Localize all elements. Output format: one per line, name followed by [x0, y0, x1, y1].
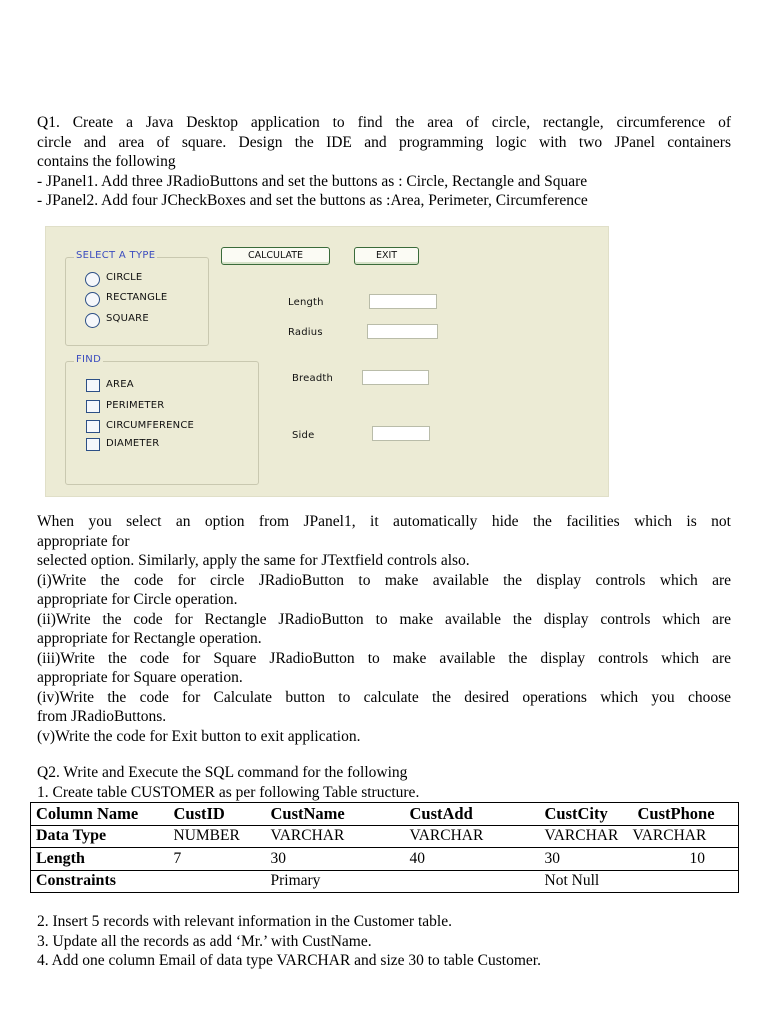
q2-step-2: 2. Insert 5 records with relevant information in the Customer table.	[37, 913, 452, 930]
q1-bullet-jpanel2: - JPanel2. Add four JCheckBoxes and set the buttons as :Area, Perimeter, Circumference	[37, 192, 588, 209]
q1-paragraph	[37, 113, 731, 211]
breadth-input[interactable]	[362, 370, 429, 385]
desc-line: from JRadioButtons.	[37, 708, 167, 725]
area-checkbox[interactable]	[86, 379, 100, 392]
table-header-row	[31, 803, 739, 826]
table-cell: VARCHAR	[266, 825, 405, 848]
exit-button[interactable]: EXIT	[354, 247, 419, 265]
square-radio[interactable]	[85, 313, 100, 328]
square-radio-label: SQUARE	[106, 313, 149, 324]
table-row	[31, 825, 739, 848]
q2-steps	[37, 912, 731, 971]
circumference-checkbox[interactable]	[86, 420, 100, 433]
find-title: FIND	[76, 354, 102, 365]
table-header-cell: CustPhone	[633, 803, 739, 826]
q1-line: contains the following	[37, 153, 176, 170]
q2-title: Q2. Write and Execute the SQL command for the following	[37, 764, 408, 781]
table-cell: Not Null	[540, 870, 633, 893]
table-cell: 30	[540, 848, 633, 871]
rectangle-radio-label: RECTANGLE	[106, 292, 168, 303]
table-cell: 30	[266, 848, 405, 871]
table-cell	[169, 870, 266, 893]
table-row	[31, 848, 739, 871]
q2-step-4: 4. Add one column Email of data type VARCHAR and size 30 to table Customer.	[37, 952, 541, 969]
perimeter-checkbox[interactable]	[86, 400, 100, 413]
table-header-cell: CustAdd	[405, 803, 540, 826]
length-input[interactable]	[369, 294, 437, 309]
q2-step-3: 3. Update all the records as add ‘Mr.’ with CustName.	[37, 932, 372, 950]
perimeter-checkbox-label: PERIMETER	[106, 400, 165, 411]
side-label: Side	[292, 430, 315, 441]
table-cell: Primary	[266, 870, 405, 893]
desc-line: When you select an option from JPanel1, it automatically hide the facilities which is not	[37, 513, 731, 530]
q1-bullet-jpanel1: - JPanel1. Add three JRadioButtons and set the buttons as : Circle, Rectangle and Square	[37, 172, 588, 190]
desc-line: appropriate for	[37, 532, 130, 550]
diameter-checkbox[interactable]	[86, 438, 100, 451]
desc-line: (i)Write the code for circle JRadioButton to make available the display controls which are	[37, 571, 731, 589]
table-header-cell: CustCity	[540, 803, 633, 826]
desc-line: (iii)Write the code for Square JRadioButton to make available the display controls which are	[37, 649, 731, 667]
circle-radio[interactable]	[85, 272, 100, 287]
calculate-button[interactable]: CALCULATE	[221, 247, 330, 265]
table-cell: 7	[169, 848, 266, 871]
table-cell: Constraints	[31, 870, 169, 893]
table-cell: VARCHAR	[540, 825, 633, 848]
q2-step-1: 1. Create table CUSTOMER as per following Table structure.	[37, 783, 420, 801]
gui-screenshot	[45, 226, 609, 497]
q1-line: Q1. Create a Java Desktop application to find the area of circle, rectangle, circumference of	[37, 114, 731, 131]
table-cell: 10	[633, 848, 739, 871]
table-cell: NUMBER	[169, 825, 266, 848]
breadth-label: Breadth	[292, 373, 334, 384]
table-cell: VARCHAR	[405, 825, 540, 848]
table-header-cell: CustName	[266, 803, 405, 826]
diameter-checkbox-label: DIAMETER	[106, 438, 160, 449]
table-header-cell: Column Name	[31, 803, 169, 826]
table-cell: Length	[31, 848, 169, 871]
desc-line: appropriate for Square operation.	[37, 669, 243, 686]
area-checkbox-label: AREA	[106, 379, 134, 390]
length-label: Length	[288, 297, 324, 308]
radius-input[interactable]	[367, 324, 438, 339]
table-header-cell: CustID	[169, 803, 266, 826]
desc-line: appropriate for Rectangle operation.	[37, 630, 262, 647]
rectangle-radio[interactable]	[85, 292, 100, 307]
desc-line: selected option. Similarly, apply the same for JTextfield controls also.	[37, 552, 470, 569]
q1-line: circle and area of square. Design the IDE and programming logic with two JPanel containers	[37, 133, 731, 151]
table-cell: Data Type	[31, 825, 169, 848]
table-cell: 40	[405, 848, 540, 871]
table-row	[31, 870, 739, 893]
desc-line: (v)Write the code for Exit button to exit application.	[37, 727, 361, 745]
table-cell	[633, 870, 739, 893]
side-input[interactable]	[372, 426, 430, 441]
desc-line: appropriate for Circle operation.	[37, 591, 238, 608]
radius-label: Radius	[288, 327, 323, 338]
q2-heading	[37, 763, 731, 802]
circle-radio-label: CIRCLE	[106, 272, 143, 283]
circumference-checkbox-label: CIRCUMFERENCE	[106, 420, 195, 431]
desc-line: (ii)Write the code for Rectangle JRadioButton to make available the display controls which are	[37, 610, 731, 628]
table-cell: VARCHAR	[633, 825, 739, 848]
select-type-title: SELECT A TYPE	[76, 250, 156, 261]
table-cell	[405, 870, 540, 893]
desc-line: (iv)Write the code for Calculate button to calculate the desired operations which you choose	[37, 688, 731, 706]
description-paragraph	[37, 512, 731, 746]
customer-table	[30, 802, 739, 893]
